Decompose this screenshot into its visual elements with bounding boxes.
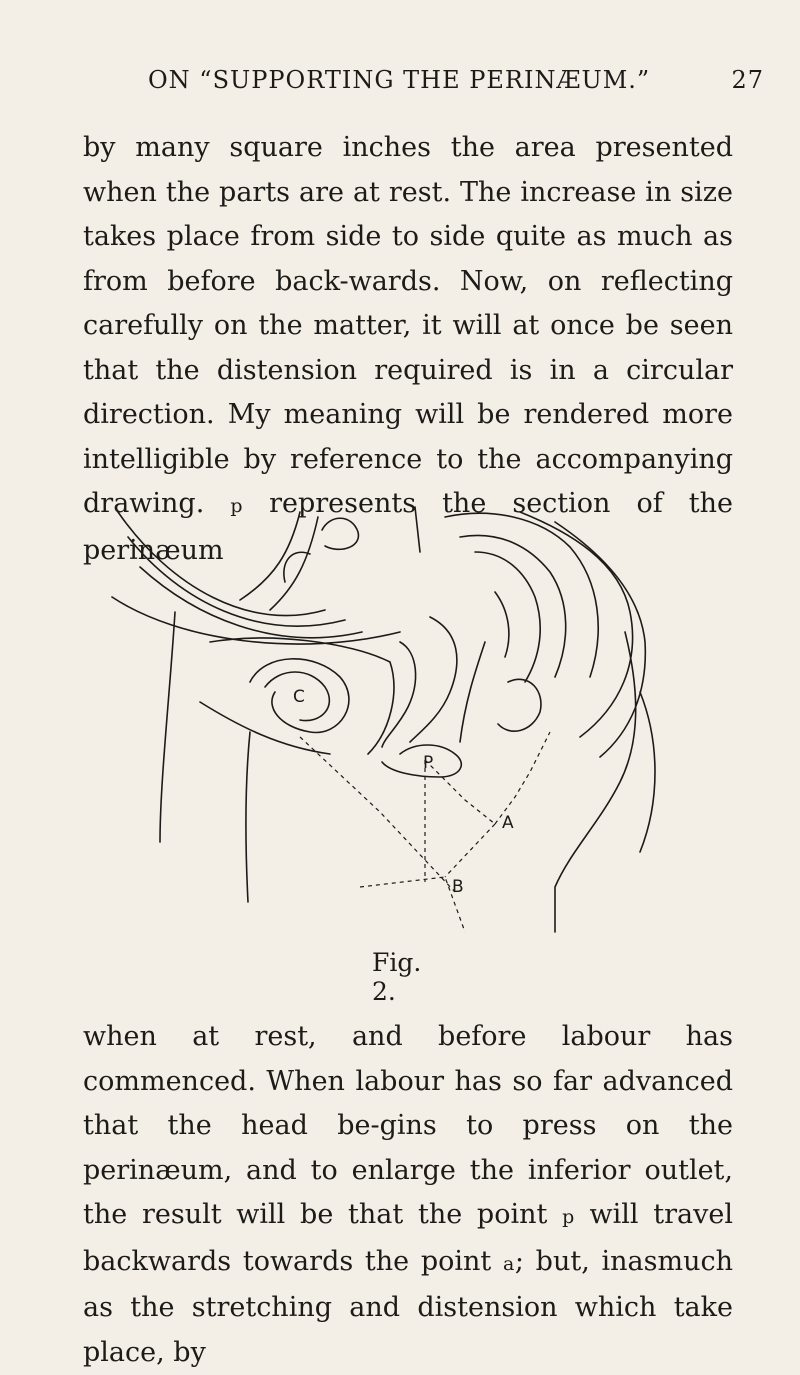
anatomical-diagram (100, 492, 700, 952)
paragraph-bottom-text-3: ; but, inasmuch as the stretching and distension which take place, by (83, 1245, 733, 1368)
figure-caption: Fig. 2. (372, 948, 422, 1006)
paragraph-top-text-end: represents the section of the perinæum (83, 488, 733, 566)
label-c: C (293, 687, 305, 707)
marker-a: a (503, 1252, 515, 1275)
running-title: ON “SUPPORTING THE PERINÆUM.” (148, 66, 651, 94)
paragraph-bottom (83, 1015, 733, 1375)
label-a: A (502, 813, 514, 833)
label-p: P (423, 753, 434, 773)
page-number: 27 (731, 66, 764, 94)
paragraph-bottom-text-2: will travel backwards towards the point (83, 1199, 733, 1277)
marker-p-2: p (562, 1206, 575, 1228)
paragraph-bottom-text-1: when at rest, and before labour has commenced. When labour has so far advanced that the head be-gins to press on the perinæum, and to enlarge the inferior outlet, the result will be that the point (83, 1021, 733, 1230)
figure-perineum-section (100, 492, 700, 952)
label-b: B (452, 877, 464, 897)
marker-p: p (230, 495, 244, 517)
running-head (144, 66, 764, 94)
paragraph-top-text: by many square inches the area presented when the parts are at rest. The increase in size takes place from side to side quite as much as from before back-wards. Now, on reflecting carefully on the matter, it will at once be seen that the distension required is in a circular direction. My meaning will be rendered more intelligible by reference to the accompanying drawing. (83, 132, 733, 519)
